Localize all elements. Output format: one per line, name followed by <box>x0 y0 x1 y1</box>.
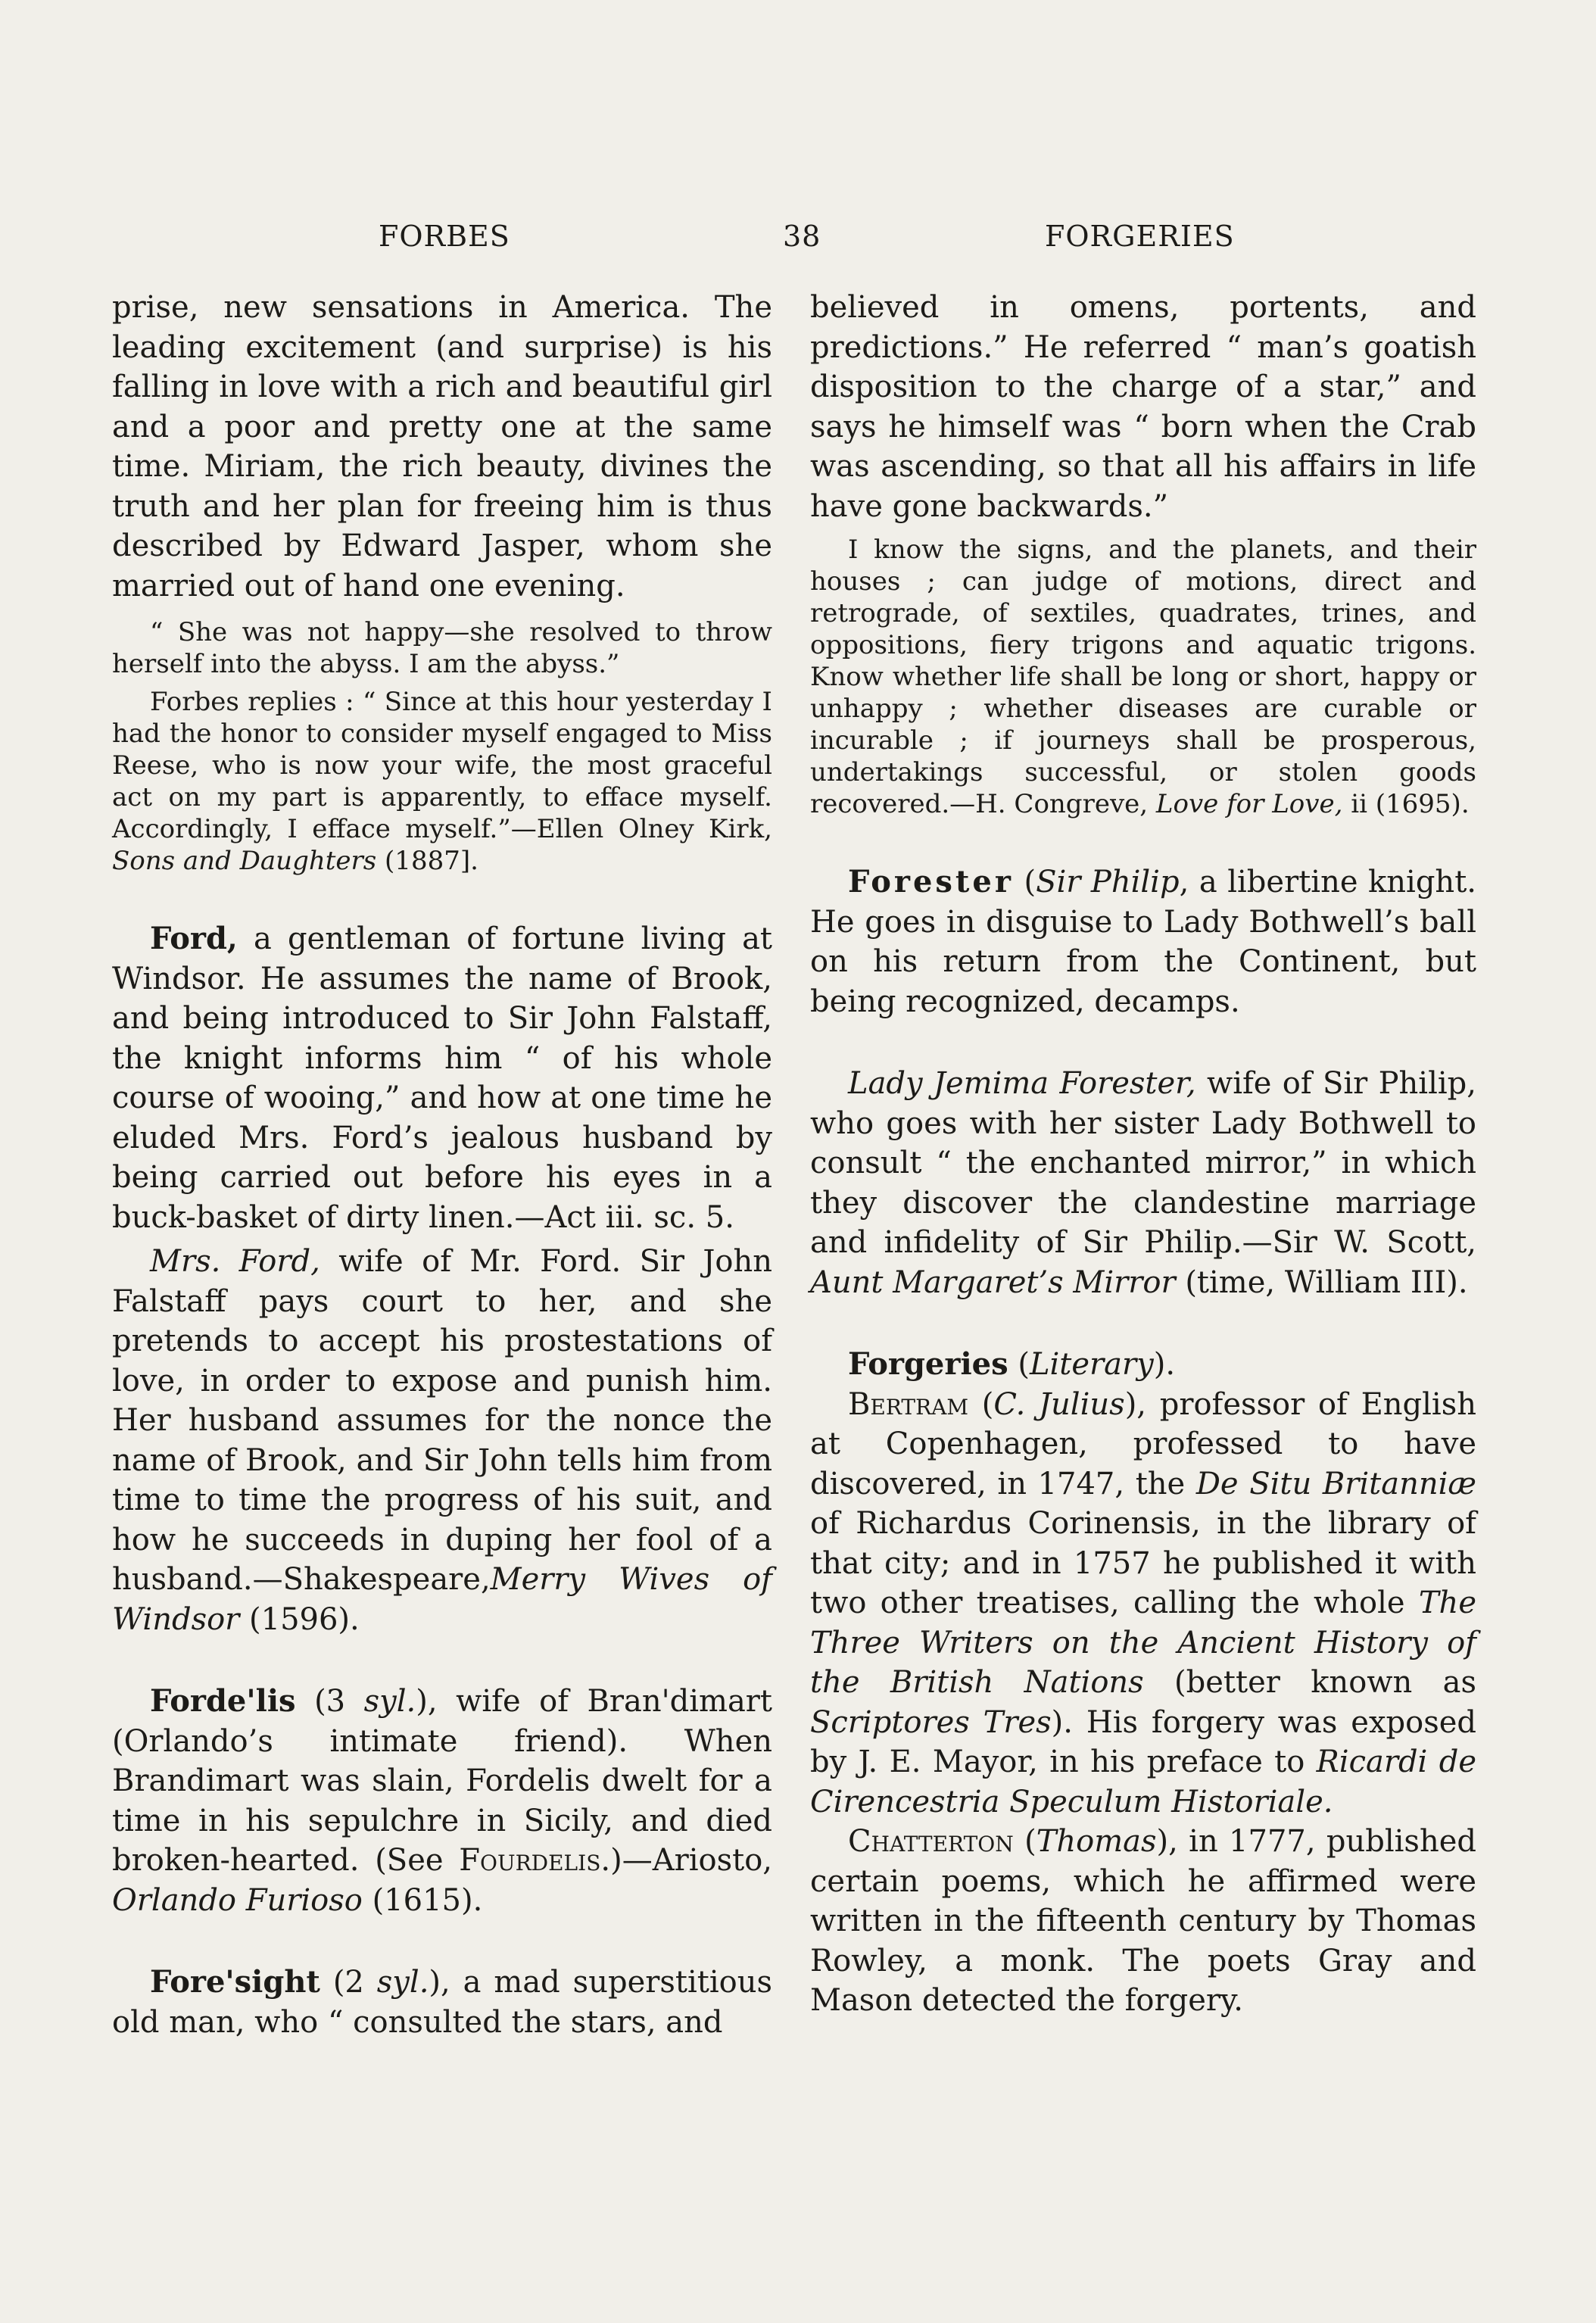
book-title: Sons and Daughters <box>112 846 377 876</box>
entry-mrs-ford: Mrs. Ford, wife of Mr. Ford. Sir John Falstaff pays court to her, and she pretends to accept his prostestations of love, in order to expose and punish him. Her husband assumes for the nonce the name of Brook, and Sir John tells him from time to time the progress of his suit, and how he succeeds in duping her fool of a husband.—Shakespeare,Merry Wives of Windsor (1596). <box>112 1244 773 1637</box>
headword: Forde'lis <box>150 1683 296 1719</box>
book-title: Scriptores Tres <box>810 1704 1052 1740</box>
forgery-bertram: Bertram (C. Julius), professor of English at Copenhagen, professed to have discovered, in 1747, the De Situ Britanniæ of Richardus Corinensis, in the library of that city; and in 1757 he published it with two other treatises, calling the whole The Three Writers on the Ancient History of the British Nations (better known as Scriptores Tres). His forgery was exposed by J. E. Mayor, in his preface to Ricardi de Cirencestria Speculum Historiale. <box>810 1386 1477 1819</box>
book-title: Aunt Margaret’s Mirror <box>810 1264 1176 1300</box>
forbes-entry-continuation: prise, new sensations in America. The leading excitement (and surprise) is his falling in love with a rich and beautiful girl and a poor and pretty one at the same time. Miriam, the rich beauty, divines the truth and her plan for freeing him is thus described by Edward Jasper, whom she married out of hand one evening. <box>112 290 772 603</box>
headword: Ford, <box>150 921 238 956</box>
right-column <box>810 288 1476 2021</box>
book-title: Orlando Furioso <box>112 1882 363 1918</box>
foresight-entry-continuation: believed in omens, portents, and predictions.” He referred “ man’s goatish disposition to the charge of a star,” and says he himself was “ born when the Crab was ascending, so that all his affairs in life have gone backwards.” <box>810 290 1476 524</box>
entry-lady-jemima: Lady Jemima Forester, wife of Sir Philip, who goes with her sister Lady Bothwell to consult “ the enchanted mirror,” in which they discover the clandestine marriage and infidelity of Sir Philip.—Sir W. Scott, Aunt Margaret’s Mirror (time, William III). <box>810 1066 1477 1300</box>
book-title: Merry Wives of Windsor <box>112 1562 772 1637</box>
entry-fordelis: Forde'lis (3 syl.), wife of Bran'dimart (Orlando’s intimate friend). When Brandimart was slain, Fordelis dwelt for a time in his sepulchre in Sicily, and died broken-hearted. (See Fourdelis.)—Ariosto, Orlando Furioso (1615). <box>112 1683 773 1918</box>
quote-abyss: “ She was not happy—she resolved to throw herself into the abyss. I am the abyss.” <box>112 617 772 679</box>
entry-forester: Forester (Sir Philip, a libertine knight. He goes in disguise to Lady Bothwell’s ball on his return from the Continent, but being recognized, decamps. <box>810 864 1476 1019</box>
entry-forgeries: Forgeries (Literary). <box>848 1346 1176 1382</box>
headword: Mrs. Ford, <box>150 1244 320 1279</box>
book-title: Love for Love, <box>1155 789 1343 819</box>
headword: Fore'sight <box>150 1964 320 2000</box>
headword: Forgeries <box>848 1346 1008 1382</box>
book-title: De Situ Britanniæ <box>1195 1466 1476 1501</box>
quote-forbes-replies: Forbes replies : “ Since at this hour yesterday I had the honor to consider myself engaged to Miss Reese, who is now your wife, the most graceful act on my part is apparently, to efface myself. Accordingly, I efface myself.”—Ellen Olney Kirk, Sons and Daughters (1887]. <box>112 687 772 876</box>
page-number: 38 <box>783 220 821 253</box>
person-name: Chatterton <box>848 1824 1014 1859</box>
left-column <box>112 288 772 2042</box>
forgery-chatterton: Chatterton (Thomas), in 1777, published certain poems, which he affirmed were written in the fifteenth century by Thomas Rowley, a monk. The poets Gray and Mason detected the forgery. <box>810 1824 1476 2018</box>
cross-reference: Fourdelis <box>459 1843 601 1878</box>
header-right-word: FORGERIES <box>1045 220 1235 253</box>
header-left-word: FORBES <box>379 220 510 253</box>
book-title: The Three Writers on the Ancient History of the British Nations <box>810 1586 1476 1700</box>
entry-ford: Ford, a gentleman of fortune living at Windsor. He assumes the name of Brook, and being introduced to Sir John Falstaff, the knight informs him “ of his whole course of wooing,” and how at one time he eluded Mrs. Ford’s jealous husband by being carried out before his eyes in a buck-basket of dirty linen.—Act iii. sc. 5. <box>112 921 772 1235</box>
entry-foresight: Fore'sight (2 syl.), a mad superstitious old man, who “ consulted the stars, and <box>112 1964 772 2040</box>
headword: Forester <box>848 864 1014 900</box>
book-title: Ricardi de Cirencestria Speculum Historiale. <box>810 1745 1477 1819</box>
running-header <box>0 220 1596 265</box>
headword: Lady Jemima Forester, <box>848 1066 1196 1101</box>
person-name: Bertram <box>848 1386 969 1422</box>
quote-congreve: I know the signs, and the planets, and their houses ; can judge of motions, direct and retrograde, of sextiles, quadrates, trines, and oppositions, fiery trigons and aquatic trigons. Know whether life shall be long or short, happy or unhappy ; whether diseases are curable or incurable ; if journeys shall be prosperous, undertakings successful, or stolen goods recovered.—H. Congreve, Love for Love, ii (1695). <box>810 535 1476 819</box>
